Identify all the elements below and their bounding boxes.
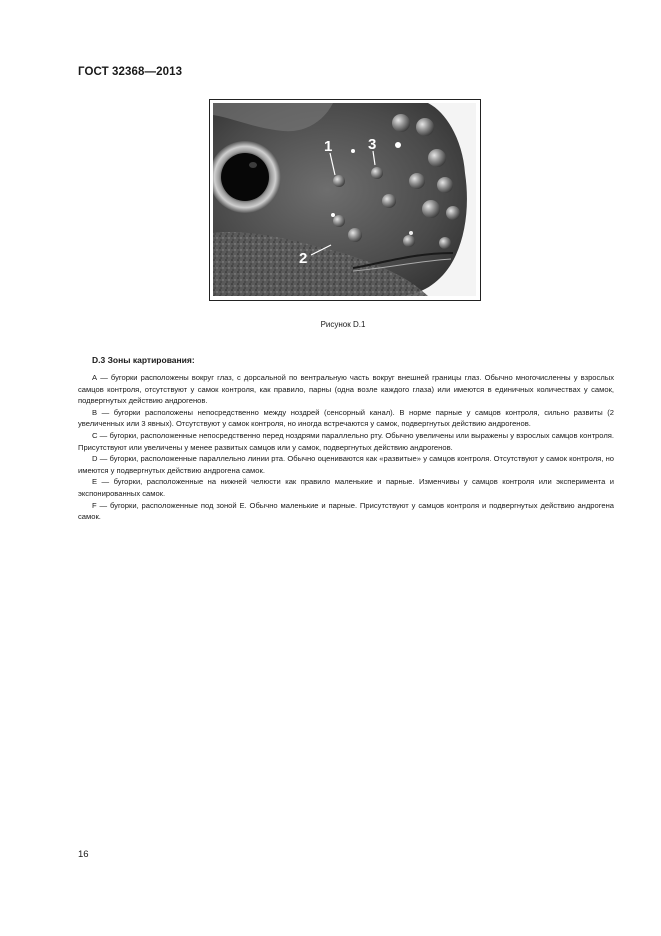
document-header: ГОСТ 32368—2013 (78, 66, 183, 78)
paragraph-zone-d: D — бугорки, расположенные параллельно линии рта. Обычно оцениваются как «развитые» у самцов контроля. Отсутствуют у самок контроля, но имеются у подвергнутых действию андрогена самок. (78, 454, 614, 475)
fish-head-photo (213, 103, 476, 296)
figure-label-2: 2 (299, 250, 308, 267)
paragraph-zone-a: А — бугорки расположены вокруг глаз, с дорсальной по вентральную часть вокруг внешней границы глаз. Обычно многочисленны у взрослых самцов контроля, отсутствуют у самок контроля, как правило, парны (одна возле каждого глаза) или имеются в единичных количествах у самок, подвергнутых действию андрогенов. (78, 373, 614, 406)
figure-label-3: 3 (368, 136, 377, 153)
section-title: D.3 Зоны картирования: (92, 355, 195, 365)
section-body (78, 372, 614, 523)
page-number: 16 (78, 849, 89, 860)
paragraph-zone-b: В — бугорки расположены непосредственно между ноздрей (сенсорный канал). В норме парные у самцов контроля, сильно развиты (2 увеличенных или 3 явных). Отсутствуют у самок контроля, но иногда встречаются у самок, подвергнутых действию андрогенов. (78, 407, 614, 429)
paragraph-zone-e: Е — бугорки, расположенные на нижней челюсти как правило маленькие и парные. Изменчивы у самцов контроля или эксперимента и экспонированных самок. (78, 477, 614, 498)
figure-frame (209, 99, 481, 301)
figure-caption-text: Рисунок D.1 (320, 320, 366, 329)
figure-caption (0, 320, 661, 329)
paragraph-zone-c: С — бугорки, расположенные непосредственно перед ноздрями параллельно рту. Обычно увеличены или выражены у взрослых самцов контроля. Присутствуют или увеличены у менее развитых самцов или у самок, подвергнутых действию андрогенов. (78, 430, 614, 452)
figure-label-1: 1 (324, 138, 333, 155)
paragraph-zone-f: F — бугорки, расположенные под зоной Е. Обычно маленькие и парные. Присутствуют у самцов контроля и подвергнутых действию андрогена самок. (78, 500, 614, 522)
